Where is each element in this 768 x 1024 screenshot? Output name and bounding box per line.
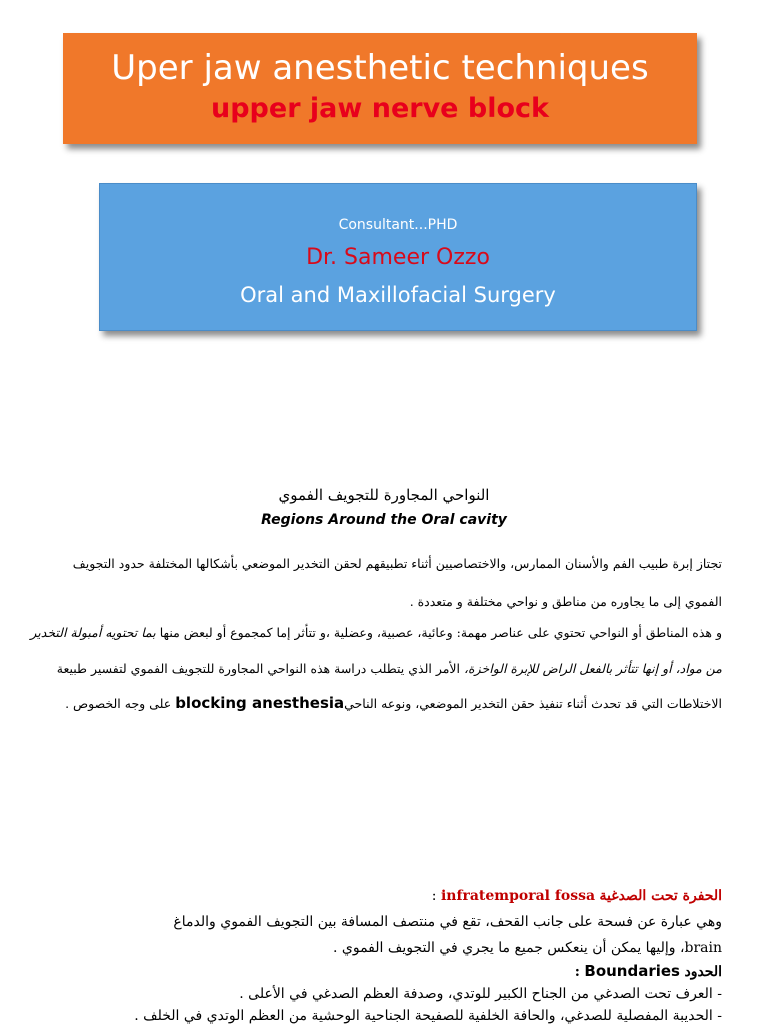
fossa-line-1: وهي عبارة عن فسحة على جانب القحف، تقع في منتصف المسافة بين التجويف الفموي والدماغ [173,914,722,930]
fossa-line-2-text: ، وإليها يمكن أن ينعكس جميع ما يجري في التجويف الفموي . [332,940,685,956]
author-role: Consultant...PHD [338,217,458,233]
slide-title: Uper jaw anesthetic techniques [111,48,649,88]
fossa-heading-colon: : [431,888,437,904]
slide-subtitle: upper jaw nerve block [211,93,549,124]
paragraph-line-3-text: و هذه المناطق أو النواحي تحتوي على عناصر مهمة: وعائية، عصبية، وعضلية ،و تتأثر إما كمجموع أو لبعض منها [159,625,722,640]
blocking-anesthesia-term: blocking anesthesia [175,694,345,712]
boundaries-heading [575,962,722,980]
paragraph-line-3-italic: بما تحتويه أمبولة التخدير [30,625,156,640]
boundaries-colon: : [574,964,580,980]
author-card [99,183,697,331]
fossa-heading-arabic: الحفرة تحت الصدغية [599,888,722,904]
boundary-item-1: - العرف تحت الصدغي من الجناح الكبير للوتدي، وصدفة العظم الصدغي في الأعلى . [239,986,722,1002]
paragraph-line-4-text: الأمر الذي يتطلب دراسة هذه النواحي المجاورة للتجويف الفموي لتفسير طبيعة [56,661,461,676]
paragraph-line-3 [30,625,722,640]
section-heading-english: Regions Around the Oral cavity [261,512,507,528]
paragraph-line-1: تجتاز إبرة طبيب الفم والأسنان الممارس، والاختصاصيين أثناء تطبيقهم لحقن التخدير الموضعي بأشكالها المختلفة حدود التجويف [72,556,722,571]
title-banner [63,33,697,144]
fossa-brain-term: brain [684,940,722,956]
section-heading-arabic: النواحي المجاورة للتجويف الفموي [278,486,490,504]
paragraph-line-4-italic: من مواد، أو إنها تتأثر بالفعل الراض للإبرة الواخزة، [464,661,722,676]
boundaries-english: Boundaries [584,962,680,980]
paragraph-line-2: الفموي إلى ما يجاوره من مناطق و نواحي مختلفة و متعددة . [409,594,722,609]
fossa-heading-english: infratemporal fossa [440,888,596,904]
fossa-heading [432,888,722,904]
paragraph-line-5-text: الاختلاطات التي قد تحدث أثناء تنفيذ حقن التخدير الموضعي، ونوعه الناحي [344,696,722,711]
author-name: Dr. Sameer Ozzo [306,245,490,270]
author-department: Oral and Maxillofacial Surgery [240,283,556,307]
fossa-line-2 [333,940,722,956]
boundary-item-2: - الحديبة المفصلية للصدغي، والحافة الخلفية للصفيحة الجناحية الوحشية من العظم الوتدي في الخلف . [134,1008,722,1024]
boundaries-arabic: الحدود [684,964,722,980]
paragraph-line-5-end: على وجه الخصوص . [65,696,172,711]
paragraph-line-5 [65,694,722,712]
paragraph-line-4 [57,661,722,676]
